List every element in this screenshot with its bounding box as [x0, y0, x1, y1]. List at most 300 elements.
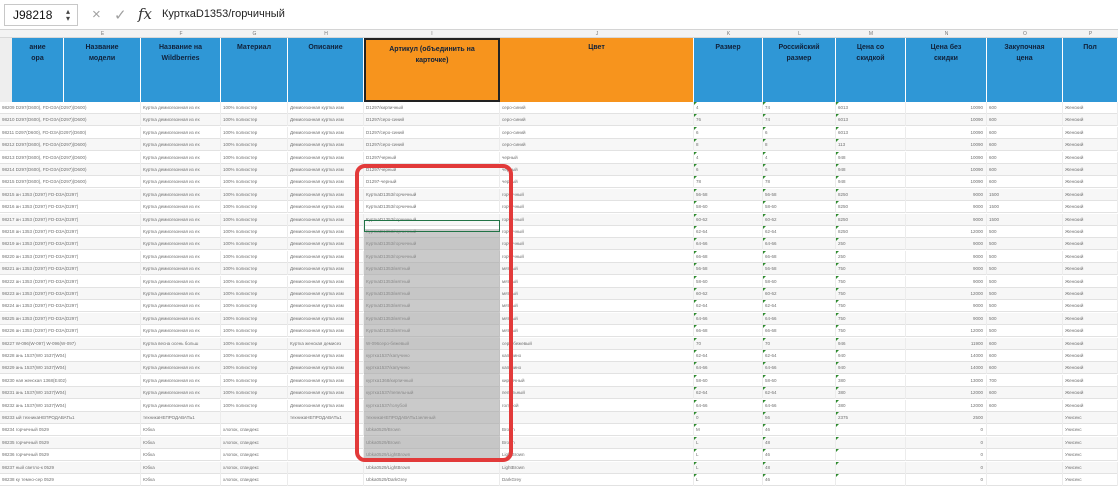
table-cell[interactable]: 500: [987, 313, 1063, 325]
table-cell[interactable]: 14000: [906, 362, 987, 374]
table-cell[interactable]: Женский: [1063, 338, 1118, 350]
table-cell[interactable]: 0: [906, 437, 987, 449]
table-cell[interactable]: КурткаD1353/горчичный: [364, 201, 500, 213]
table-cell[interactable]: Женский: [1063, 164, 1118, 176]
table-cell[interactable]: [288, 437, 364, 449]
table-cell[interactable]: [763, 263, 836, 275]
table-cell[interactable]: [836, 164, 906, 176]
table-cell[interactable]: [987, 437, 1063, 449]
table-cell[interactable]: Унисекс: [1063, 424, 1118, 436]
table-cell[interactable]: Юбка: [141, 462, 221, 474]
table-cell[interactable]: Куртка демисезонная из ex: [141, 313, 221, 325]
table-cell[interactable]: Женский: [1063, 226, 1118, 238]
table-cell[interactable]: Куртка демисезонная из ex: [141, 350, 221, 362]
table-cell[interactable]: [836, 313, 906, 325]
table-cell[interactable]: 98221 ан 1353 (D297) FD-D3A(D297): [0, 263, 141, 275]
table-cell[interactable]: Ubka0529/LightBrown: [364, 462, 500, 474]
table-cell[interactable]: [836, 474, 906, 486]
table-cell[interactable]: черный: [500, 176, 694, 188]
table-cell[interactable]: Демисезонная куртка изм: [288, 325, 364, 337]
table-cell[interactable]: [288, 462, 364, 474]
table-cell[interactable]: [694, 176, 763, 188]
table-cell[interactable]: [694, 387, 763, 399]
table-cell[interactable]: горчичный: [500, 214, 694, 226]
name-box-dropdown-icon[interactable]: ▴ ▾: [66, 7, 71, 23]
table-cell[interactable]: 98226 ан 1353 (D297) FD-D3A(D297): [0, 325, 141, 337]
cancel-icon[interactable]: ×: [92, 6, 101, 23]
table-cell[interactable]: хлопок, спандекс: [221, 424, 288, 436]
column-letter[interactable]: I: [431, 31, 433, 37]
table-cell[interactable]: Демисезонная куртка изм: [288, 201, 364, 213]
name-box[interactable]: J98218: [4, 4, 78, 26]
table-cell[interactable]: 10090: [906, 176, 987, 188]
table-cell[interactable]: Куртка демисезонная из ex: [141, 375, 221, 387]
table-cell[interactable]: Женский: [1063, 350, 1118, 362]
table-cell[interactable]: Унисекс: [1063, 437, 1118, 449]
table-cell[interactable]: Демисезонная куртка изм: [288, 350, 364, 362]
table-cell[interactable]: [836, 437, 906, 449]
header-cell[interactable]: Описание: [288, 38, 364, 102]
table-cell[interactable]: мятный: [500, 288, 694, 300]
table-cell[interactable]: 9000: [906, 214, 987, 226]
header-cell[interactable]: Название модели: [64, 38, 141, 102]
table-cell[interactable]: Женский: [1063, 375, 1118, 387]
table-cell[interactable]: 98224 ан 1353 (D297) FD-D3A(D297): [0, 300, 141, 312]
table-cell[interactable]: D1297/серо-синий: [364, 114, 500, 126]
table-cell[interactable]: [694, 362, 763, 374]
table-cell[interactable]: [763, 214, 836, 226]
table-cell[interactable]: 98209 D297(D600), FD-D3A(D297)(D600): [0, 102, 141, 114]
table-cell[interactable]: Ubka0529/DarkGrey: [364, 474, 500, 486]
table-cell[interactable]: 98234 горчичный 0529: [0, 424, 141, 436]
table-cell[interactable]: Куртка демисезонная из ex: [141, 127, 221, 139]
table-cell[interactable]: 0: [906, 449, 987, 461]
table-cell[interactable]: [836, 176, 906, 188]
table-cell[interactable]: 98228 ань 1537(W0 1537(W04): [0, 350, 141, 362]
table-cell[interactable]: [763, 462, 836, 474]
table-cell[interactable]: Женский: [1063, 152, 1118, 164]
table-cell[interactable]: [694, 313, 763, 325]
table-cell[interactable]: 600: [987, 400, 1063, 412]
column-letter[interactable]: N: [944, 31, 949, 37]
table-cell[interactable]: [763, 152, 836, 164]
table-cell[interactable]: [694, 189, 763, 201]
table-cell[interactable]: [694, 412, 763, 424]
table-cell[interactable]: 14000: [906, 350, 987, 362]
table-cell[interactable]: [763, 474, 836, 486]
table-cell[interactable]: капучино: [500, 362, 694, 374]
table-cell[interactable]: Женский: [1063, 288, 1118, 300]
table-cell[interactable]: 100% полиэстер: [221, 201, 288, 213]
table-cell[interactable]: [836, 226, 906, 238]
table-cell[interactable]: 0: [906, 462, 987, 474]
table-cell[interactable]: 98238 ку темно-сер 0529: [0, 474, 141, 486]
table-cell[interactable]: 98216 ан 1353 (D297) FD-D3A(D297): [0, 201, 141, 213]
table-cell[interactable]: [763, 226, 836, 238]
table-cell[interactable]: [987, 412, 1063, 424]
table-cell[interactable]: Женский: [1063, 114, 1118, 126]
column-letter[interactable]: [0, 30, 12, 38]
table-cell[interactable]: серо-синий: [500, 114, 694, 126]
table-cell[interactable]: [694, 214, 763, 226]
table-cell[interactable]: Женский: [1063, 102, 1118, 114]
table-cell[interactable]: 98217 ан 1353 (D297) FD-D3A(D297): [0, 214, 141, 226]
table-cell[interactable]: [694, 152, 763, 164]
table-cell[interactable]: 98227 W-096(W-097) W-096(W-097): [0, 338, 141, 350]
table-cell[interactable]: [763, 338, 836, 350]
table-cell[interactable]: Юбка: [141, 474, 221, 486]
table-cell[interactable]: [694, 375, 763, 387]
table-cell[interactable]: Куртка демисезонная из ex: [141, 251, 221, 263]
table-cell[interactable]: 98215 ан 1353 (D297) FD-D3A(D297): [0, 189, 141, 201]
table-cell[interactable]: 100% полиэстер: [221, 152, 288, 164]
table-cell[interactable]: 10090: [906, 127, 987, 139]
table-cell[interactable]: 1500: [987, 189, 1063, 201]
table-cell[interactable]: [836, 300, 906, 312]
table-cell[interactable]: [836, 263, 906, 275]
table-cell[interactable]: [694, 325, 763, 337]
table-cell[interactable]: Демисезонная куртка изм: [288, 114, 364, 126]
table-cell[interactable]: 98211 D297(D600), FD-D3A(D297)(D600): [0, 127, 141, 139]
table-cell[interactable]: [836, 139, 906, 151]
header-cell[interactable]: Артикул (объединить на карточке): [364, 38, 500, 102]
table-cell[interactable]: Куртка демисезонная из ex: [141, 400, 221, 412]
table-cell[interactable]: [763, 412, 836, 424]
table-cell[interactable]: 500: [987, 238, 1063, 250]
table-cell[interactable]: 98213 D297(D600), FD-D3A(D297)(D600): [0, 152, 141, 164]
table-cell[interactable]: [694, 238, 763, 250]
table-cell[interactable]: Женский: [1063, 201, 1118, 213]
table-cell[interactable]: 100% полиэстер: [221, 251, 288, 263]
table-cell[interactable]: [694, 338, 763, 350]
table-cell[interactable]: 100% полиэстер: [221, 350, 288, 362]
table-cell[interactable]: горчичный: [500, 251, 694, 263]
enter-icon[interactable]: ✓: [114, 7, 127, 24]
table-cell[interactable]: серо-синий: [500, 139, 694, 151]
table-cell[interactable]: Демисезонная куртка изм: [288, 387, 364, 399]
table-cell[interactable]: черный: [500, 152, 694, 164]
table-cell[interactable]: 100% полиэстер: [221, 226, 288, 238]
table-cell[interactable]: Демисезонная куртка изм: [288, 102, 364, 114]
table-cell[interactable]: Brown: [500, 424, 694, 436]
table-cell[interactable]: 600: [987, 127, 1063, 139]
table-cell[interactable]: 100% полиэстер: [221, 276, 288, 288]
table-cell[interactable]: D1297/кирпичный: [364, 102, 500, 114]
table-cell[interactable]: [763, 288, 836, 300]
table-cell[interactable]: 100% полиэстер: [221, 238, 288, 250]
table-cell[interactable]: [694, 127, 763, 139]
table-cell[interactable]: [763, 313, 836, 325]
table-cell[interactable]: Демисезонная куртка изм: [288, 313, 364, 325]
table-cell[interactable]: КурткаD1353/горчичный: [364, 214, 500, 226]
table-cell[interactable]: Куртка демисезонная из ex: [141, 300, 221, 312]
table-cell[interactable]: 0: [906, 424, 987, 436]
table-cell[interactable]: [694, 400, 763, 412]
table-cell[interactable]: Женский: [1063, 214, 1118, 226]
table-cell[interactable]: Куртка демисезонная из ex: [141, 276, 221, 288]
table-cell[interactable]: DarkGrey: [500, 474, 694, 486]
table-cell[interactable]: Демисезонная куртка изм: [288, 139, 364, 151]
table-cell[interactable]: [763, 350, 836, 362]
table-cell[interactable]: 1500: [987, 201, 1063, 213]
table-cell[interactable]: [763, 176, 836, 188]
table-cell[interactable]: [288, 424, 364, 436]
column-letter[interactable]: M: [868, 31, 874, 37]
table-cell[interactable]: [694, 263, 763, 275]
table-cell[interactable]: [836, 189, 906, 201]
table-cell[interactable]: голубой: [500, 400, 694, 412]
table-cell[interactable]: Женский: [1063, 139, 1118, 151]
table-cell[interactable]: Демисезонная куртка изм: [288, 238, 364, 250]
table-cell[interactable]: 98232 ань 1537(W0 1537(W04): [0, 400, 141, 412]
table-cell[interactable]: Женский: [1063, 400, 1118, 412]
table-cell[interactable]: техникаНЕПРОДАВАТЬ1: [141, 412, 221, 424]
table-cell[interactable]: 98233 ый техникаНЕПРОДАВАТЬ1: [0, 412, 141, 424]
table-cell[interactable]: [763, 424, 836, 436]
table-cell[interactable]: 100% полиэстер: [221, 139, 288, 151]
table-cell[interactable]: [836, 127, 906, 139]
table-cell[interactable]: D1297/черный: [364, 164, 500, 176]
table-cell[interactable]: 9000: [906, 189, 987, 201]
table-cell[interactable]: 600: [987, 152, 1063, 164]
table-cell[interactable]: 100% полиэстер: [221, 114, 288, 126]
table-cell[interactable]: 98237 ный светло-к 0529: [0, 462, 141, 474]
table-cell[interactable]: Демисезонная куртка изм: [288, 176, 364, 188]
table-cell[interactable]: [836, 152, 906, 164]
table-cell[interactable]: 98229 ань 1537(W0 1537(W04): [0, 362, 141, 374]
table-cell[interactable]: мятный: [500, 300, 694, 312]
table-cell[interactable]: 100% полиэстер: [221, 214, 288, 226]
table-cell[interactable]: 100% полиэстер: [221, 164, 288, 176]
table-cell[interactable]: серо-синий: [500, 127, 694, 139]
insert-function-icon[interactable]: fx: [138, 5, 153, 23]
table-cell[interactable]: 98235 горчичный 0529: [0, 437, 141, 449]
table-cell[interactable]: [288, 449, 364, 461]
table-cell[interactable]: 600: [987, 114, 1063, 126]
table-cell[interactable]: 10090: [906, 114, 987, 126]
table-cell[interactable]: 100% полиэстер: [221, 325, 288, 337]
table-cell[interactable]: [763, 189, 836, 201]
table-cell[interactable]: [763, 139, 836, 151]
table-cell[interactable]: 100% полиэстер: [221, 362, 288, 374]
table-cell[interactable]: [836, 400, 906, 412]
table-cell[interactable]: [763, 375, 836, 387]
table-cell[interactable]: [836, 462, 906, 474]
table-cell[interactable]: 12000: [906, 400, 987, 412]
table-cell[interactable]: 9000: [906, 263, 987, 275]
table-cell[interactable]: [836, 350, 906, 362]
table-cell[interactable]: кирпичный: [500, 375, 694, 387]
table-cell[interactable]: 10090: [906, 139, 987, 151]
table-cell[interactable]: Куртка демисезонная из ex: [141, 102, 221, 114]
header-cell[interactable]: Цвет: [500, 38, 694, 102]
table-cell[interactable]: мятный: [500, 276, 694, 288]
table-cell[interactable]: 9000: [906, 276, 987, 288]
table-cell[interactable]: 100% полиэстер: [221, 338, 288, 350]
table-cell[interactable]: 0: [906, 474, 987, 486]
table-cell[interactable]: Куртка демисезонная из ex: [141, 139, 221, 151]
table-cell[interactable]: Женский: [1063, 238, 1118, 250]
table-cell[interactable]: [500, 412, 694, 424]
table-cell[interactable]: [763, 437, 836, 449]
header-cell[interactable]: Пол: [1063, 38, 1118, 102]
table-cell[interactable]: [763, 300, 836, 312]
table-cell[interactable]: 100% полиэстер: [221, 189, 288, 201]
header-cell[interactable]: Название на Wildberries: [141, 38, 221, 102]
table-cell[interactable]: 12000: [906, 288, 987, 300]
table-cell[interactable]: Демисезонная куртка изм: [288, 400, 364, 412]
table-cell[interactable]: мятный: [500, 313, 694, 325]
table-cell[interactable]: Демисезонная куртка изм: [288, 276, 364, 288]
column-letter[interactable]: J: [595, 31, 599, 37]
table-cell[interactable]: Юбка: [141, 424, 221, 436]
table-cell[interactable]: [694, 462, 763, 474]
table-cell[interactable]: Унисекс: [1063, 412, 1118, 424]
header-cell[interactable]: Материал: [221, 38, 288, 102]
table-cell[interactable]: Женский: [1063, 313, 1118, 325]
header-cell[interactable]: Закупочная цена: [987, 38, 1063, 102]
table-cell[interactable]: 12000: [906, 325, 987, 337]
table-cell[interactable]: мятный: [500, 263, 694, 275]
table-cell[interactable]: хлопок, спандекс: [221, 437, 288, 449]
formula-input[interactable]: КурткаD1353/горчичный: [162, 8, 285, 20]
table-cell[interactable]: 600: [987, 387, 1063, 399]
table-cell[interactable]: 12000: [906, 226, 987, 238]
table-cell[interactable]: 98225 ан 1353 (D297) FD-D3A(D297): [0, 313, 141, 325]
table-cell[interactable]: 9000: [906, 300, 987, 312]
table-cell[interactable]: Куртка демисезонная из ex: [141, 189, 221, 201]
table-cell[interactable]: [836, 288, 906, 300]
header-cell[interactable]: Размер: [694, 38, 763, 102]
table-cell[interactable]: Демисезонная куртка изм: [288, 152, 364, 164]
table-cell[interactable]: 600: [987, 350, 1063, 362]
table-cell[interactable]: [836, 362, 906, 374]
table-cell[interactable]: Женский: [1063, 263, 1118, 275]
table-cell[interactable]: [836, 214, 906, 226]
table-cell[interactable]: Куртка демисезонная из ex: [141, 387, 221, 399]
table-cell[interactable]: [694, 251, 763, 263]
table-cell[interactable]: Куртка весна осень больш: [141, 338, 221, 350]
table-cell[interactable]: D1297/серо-синий: [364, 127, 500, 139]
column-letter[interactable]: L: [798, 31, 801, 37]
table-cell[interactable]: 600: [987, 362, 1063, 374]
table-cell[interactable]: Куртка женская демисез: [288, 338, 364, 350]
table-cell[interactable]: хлопок, спандекс: [221, 449, 288, 461]
table-cell[interactable]: 98214 D297(D600), FD-D3A(D297)(D600): [0, 164, 141, 176]
table-cell[interactable]: Куртка демисезонная из ex: [141, 152, 221, 164]
header-cell[interactable]: Цена без скидки: [906, 38, 987, 102]
table-cell[interactable]: [763, 400, 836, 412]
table-cell[interactable]: Куртка демисезонная из ex: [141, 214, 221, 226]
table-cell[interactable]: Женский: [1063, 176, 1118, 188]
table-cell[interactable]: Демисезонная куртка изм: [288, 226, 364, 238]
table-cell[interactable]: Демисезонная куртка изм: [288, 263, 364, 275]
table-cell[interactable]: капучино: [500, 350, 694, 362]
table-cell[interactable]: 98230 ная женская 1368(E402): [0, 375, 141, 387]
table-cell[interactable]: [694, 226, 763, 238]
table-cell[interactable]: 100% полиэстер: [221, 102, 288, 114]
table-cell[interactable]: горчичный: [500, 238, 694, 250]
table-cell[interactable]: Женский: [1063, 325, 1118, 337]
table-cell[interactable]: 500: [987, 325, 1063, 337]
table-cell[interactable]: [694, 449, 763, 461]
table-cell[interactable]: Демисезонная куртка изм: [288, 362, 364, 374]
table-cell[interactable]: 1500: [987, 214, 1063, 226]
table-cell[interactable]: Куртка демисезонная из ex: [141, 114, 221, 126]
table-cell[interactable]: [694, 437, 763, 449]
table-cell[interactable]: [763, 276, 836, 288]
table-cell[interactable]: 9000: [906, 201, 987, 213]
table-cell[interactable]: Куртка демисезонная из ex: [141, 362, 221, 374]
table-cell[interactable]: Демисезонная куртка изм: [288, 214, 364, 226]
table-cell[interactable]: [836, 276, 906, 288]
table-cell[interactable]: 500: [987, 226, 1063, 238]
table-cell[interactable]: [836, 449, 906, 461]
table-cell[interactable]: [288, 474, 364, 486]
table-cell[interactable]: Унисекс: [1063, 449, 1118, 461]
table-cell[interactable]: [836, 102, 906, 114]
table-cell[interactable]: 100% полиэстер: [221, 313, 288, 325]
table-cell[interactable]: 9000: [906, 251, 987, 263]
table-cell[interactable]: Демисезонная куртка изм: [288, 189, 364, 201]
table-cell[interactable]: 11900: [906, 338, 987, 350]
table-cell[interactable]: Куртка демисезонная из ex: [141, 263, 221, 275]
table-cell[interactable]: Куртка демисезонная из ex: [141, 201, 221, 213]
table-cell[interactable]: [836, 251, 906, 263]
table-cell[interactable]: [763, 251, 836, 263]
table-cell[interactable]: горчичный: [500, 201, 694, 213]
table-cell[interactable]: [694, 139, 763, 151]
table-cell[interactable]: [694, 424, 763, 436]
table-cell[interactable]: 500: [987, 300, 1063, 312]
table-cell[interactable]: [836, 238, 906, 250]
table-cell[interactable]: 100% полиэстер: [221, 127, 288, 139]
table-cell[interactable]: 500: [987, 263, 1063, 275]
table-cell[interactable]: 98236 горчичный 0529: [0, 449, 141, 461]
table-cell[interactable]: [694, 102, 763, 114]
table-cell[interactable]: Унисекс: [1063, 462, 1118, 474]
table-cell[interactable]: 10090: [906, 152, 987, 164]
table-cell[interactable]: Демисезонная куртка изм: [288, 251, 364, 263]
table-cell[interactable]: 9000: [906, 313, 987, 325]
table-cell[interactable]: 500: [987, 251, 1063, 263]
table-cell[interactable]: Демисезонная куртка изм: [288, 300, 364, 312]
table-cell[interactable]: Демисезонная куртка изм: [288, 164, 364, 176]
table-cell[interactable]: Женский: [1063, 387, 1118, 399]
table-cell[interactable]: 9000: [906, 238, 987, 250]
table-cell[interactable]: [836, 338, 906, 350]
column-letter[interactable]: H: [324, 31, 328, 37]
table-cell[interactable]: [694, 474, 763, 486]
table-cell[interactable]: 98218 ан 1353 (D297) FD-D3A(D297): [0, 226, 141, 238]
table-cell[interactable]: Женский: [1063, 300, 1118, 312]
table-cell[interactable]: черный: [500, 164, 694, 176]
table-cell[interactable]: 100% полиэстер: [221, 400, 288, 412]
table-cell[interactable]: техникаНЕПРОДАВАТЬ1: [288, 412, 364, 424]
table-cell[interactable]: 600: [987, 176, 1063, 188]
column-letter[interactable]: K: [726, 31, 731, 37]
table-cell[interactable]: Куртка демисезонная из ex: [141, 176, 221, 188]
table-cell[interactable]: 600: [987, 338, 1063, 350]
table-cell[interactable]: горчичный: [500, 189, 694, 201]
header-cell[interactable]: ание ора: [12, 38, 64, 102]
table-cell[interactable]: Демисезонная куртка изм: [288, 375, 364, 387]
table-cell[interactable]: 98212 D297(D600), FD-D3A(D297)(D600): [0, 139, 141, 151]
table-cell[interactable]: Brown: [500, 437, 694, 449]
table-cell[interactable]: 98219 ан 1353 (D297) FD-D3A(D297): [0, 238, 141, 250]
column-letter[interactable]: E: [100, 31, 105, 37]
table-cell[interactable]: 98223 ан 1353 (D297) FD-D3A(D297): [0, 288, 141, 300]
